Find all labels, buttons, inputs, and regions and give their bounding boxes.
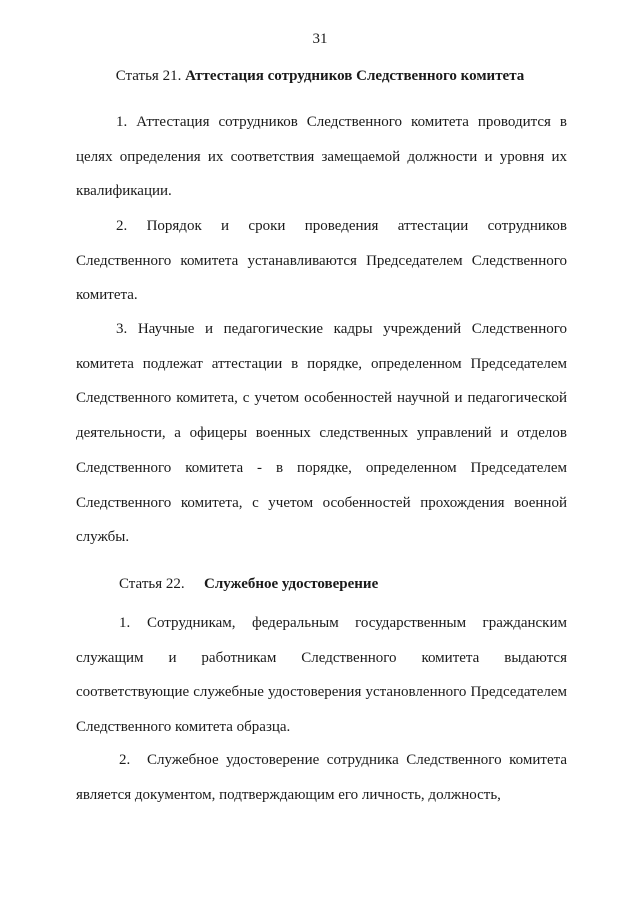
article-22-paragraph-1-number: 1.: [119, 615, 131, 631]
article-21-paragraph-2: 2. Порядок и сроки проведения аттестации сотрудников Следственного комитета устанавливаются Председателем Следственного комитета.: [76, 218, 567, 304]
article-22-paragraph-1-text: Сотрудникам, федеральным государственным гражданским служащим и работникам Следственного комитета выдаются соответствующие служебные удостоверения установленного Председателем Следственного комитета образца.: [76, 615, 567, 736]
article-22-heading: [119, 576, 378, 593]
page-number: 31: [312, 31, 328, 47]
article-22-prefix: Статья 22.: [119, 576, 185, 592]
article-22-paragraph-2-text: Служебное удостоверение сотрудника Следственного комитета является документом, подтверждающим его личность, должность,: [76, 752, 567, 803]
article-22-paragraph-2: [76, 743, 567, 812]
article-21-title: Аттестация сотрудников Следственного комитета: [185, 68, 525, 84]
article-21-heading: [0, 68, 640, 85]
article-21-paragraph-3: 3. Научные и педагогические кадры учреждений Следственного комитета подлежат аттестации в порядке, определенном Председателем Следственного комитета, с учетом особенностей научной и педагогической деятельности, а офицеры военных следственных управлений и отделов Следственного комитета - в порядке, определенном Председателем Следственного комитета, с учетом особенностей прохождения военной службы.: [76, 321, 567, 546]
article-22-paragraph-2-number: 2.: [119, 752, 131, 768]
article-21-paragraph-1: 1. Аттестация сотрудников Следственного комитета проводится в целях определения их соответствия замещаемой должности и уровня их квалификации.: [76, 114, 567, 200]
article-21-prefix: Статья 21.: [115, 68, 186, 84]
article-22-title: Служебное удостоверение: [204, 576, 379, 592]
article-22-paragraph-1: [76, 606, 567, 745]
